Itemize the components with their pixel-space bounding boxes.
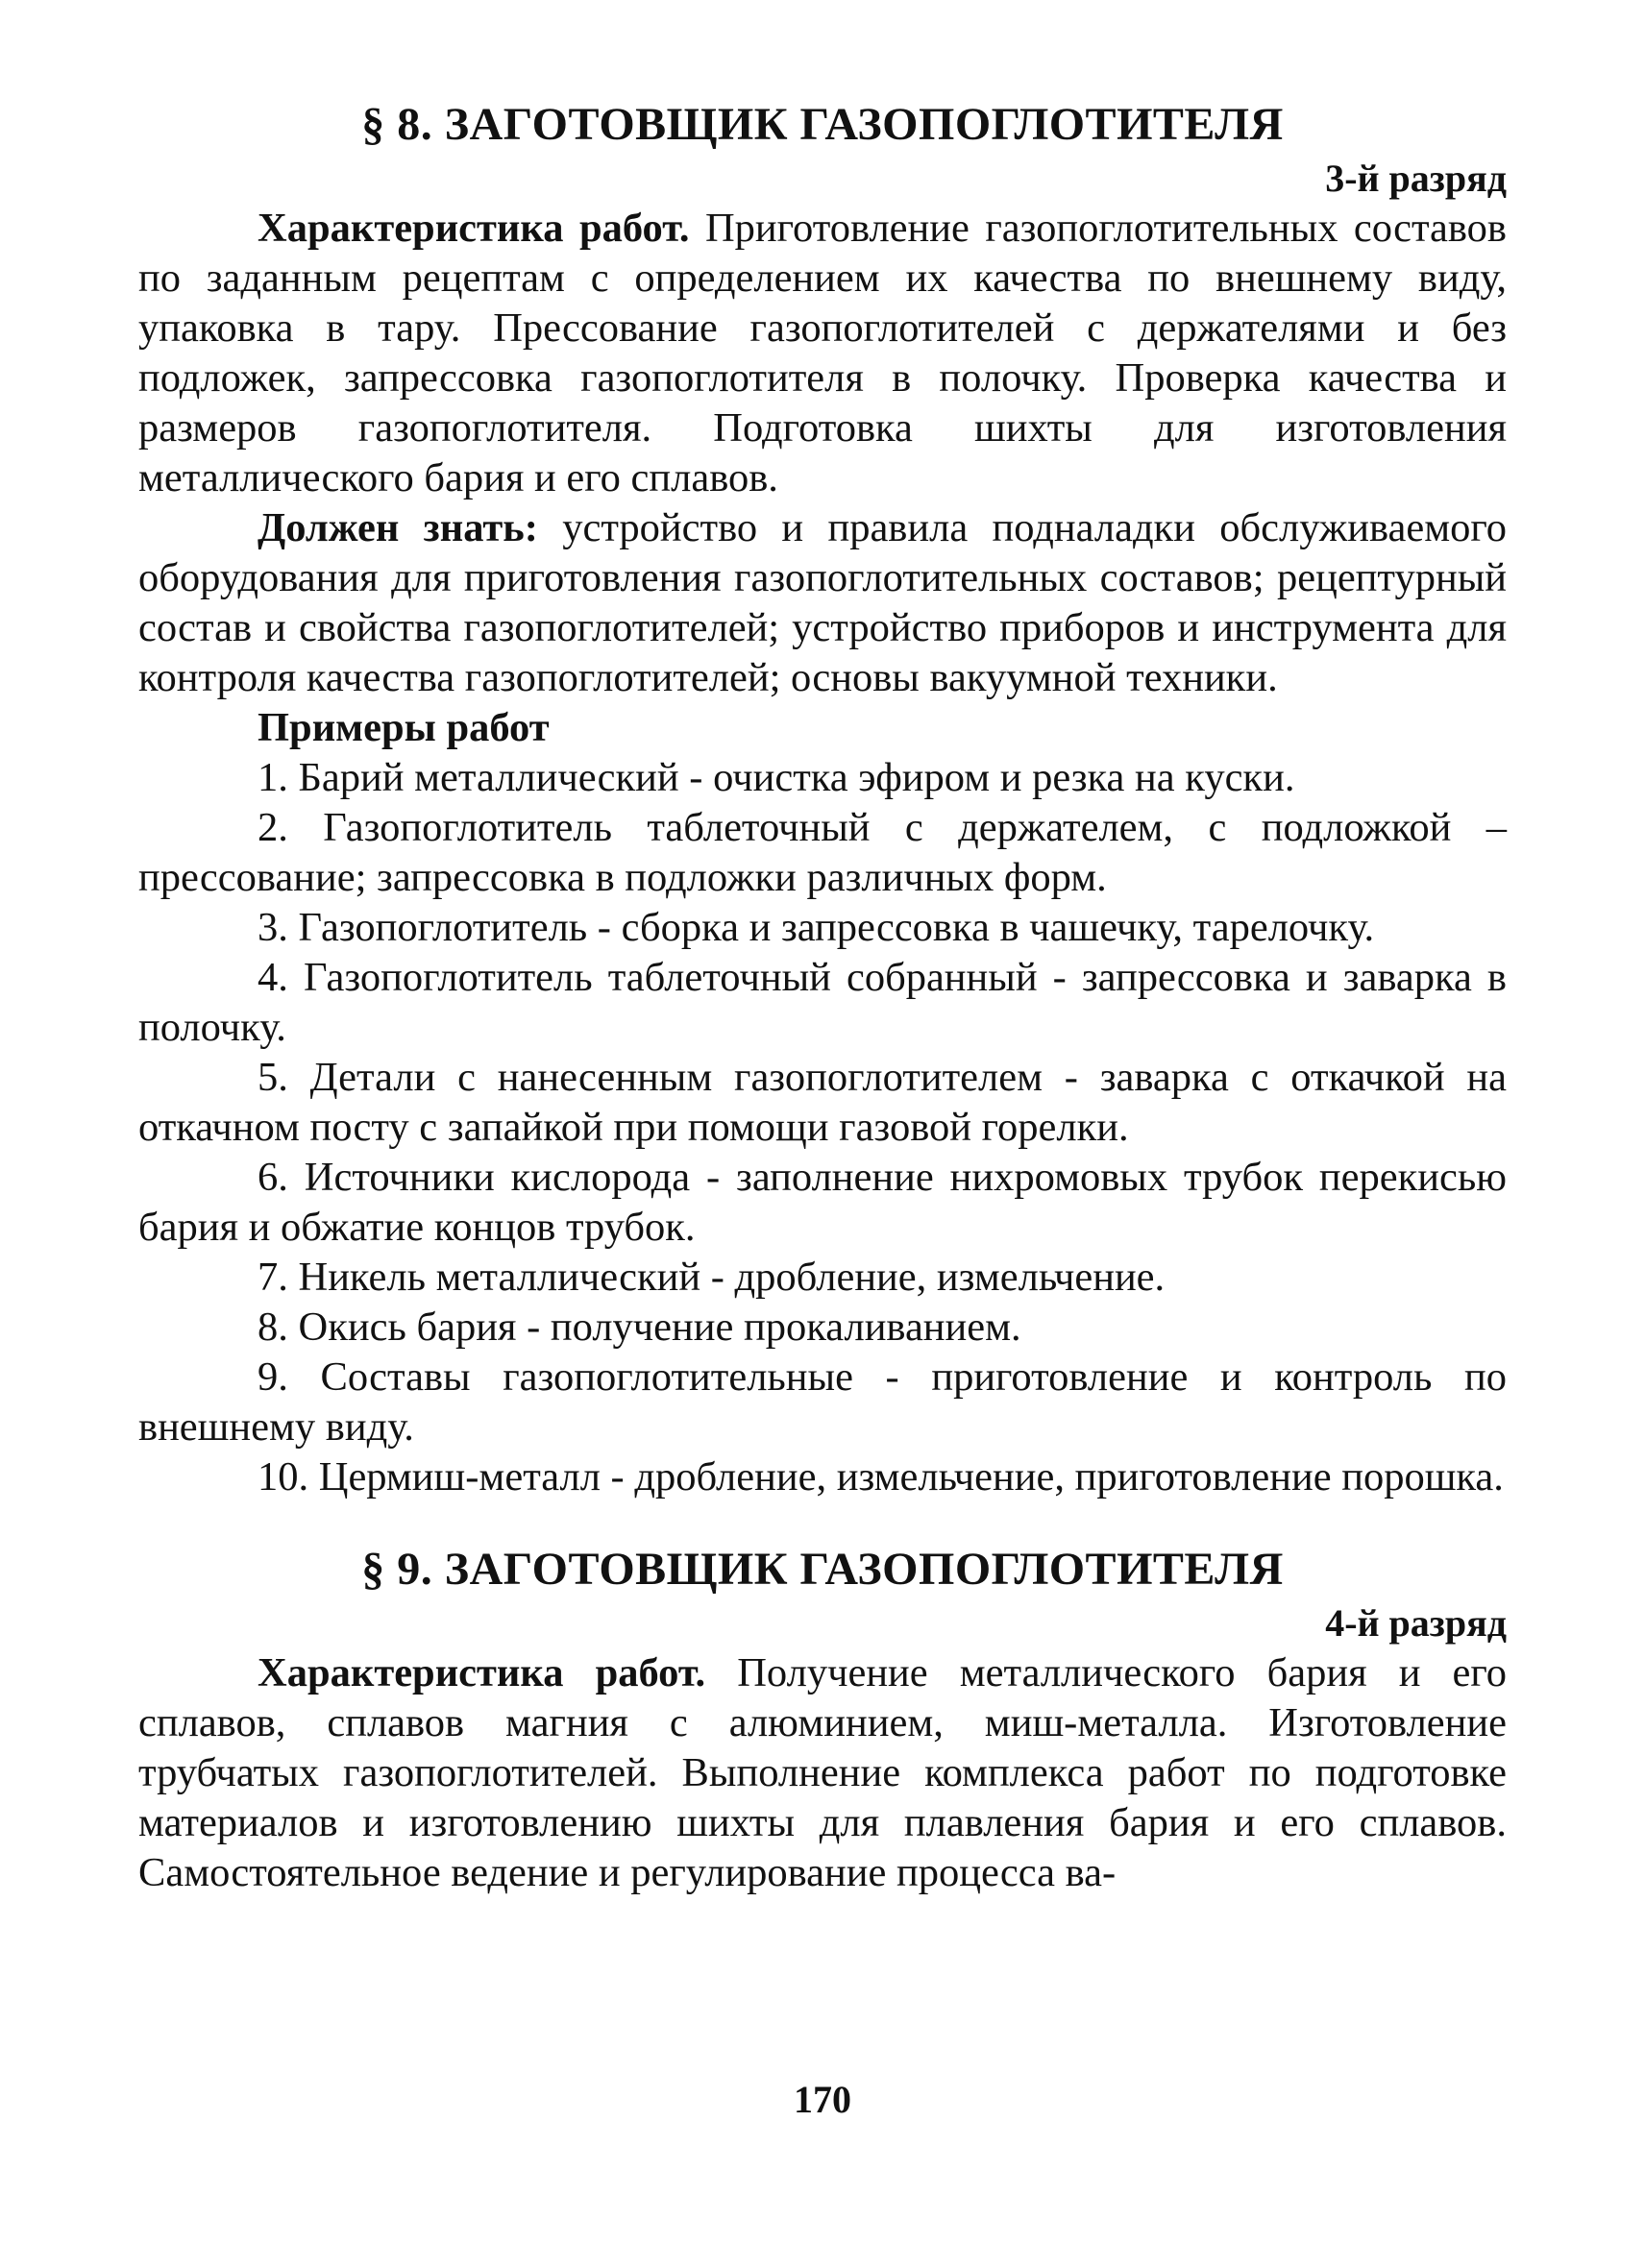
example-item: 9. Составы газопоглотительные - приготовление и контроль по внешнему виду. xyxy=(138,1354,1507,1450)
example-item: 8. Окись бария - получение прокаливанием. xyxy=(258,1305,1021,1350)
characteristic-heading: Характеристика работ. xyxy=(258,206,690,251)
section-title: § 8. ЗАГОТОВЩИК ГАЗОПОГЛОТИТЕЛЯ xyxy=(361,99,1284,150)
knowledge-paragraph xyxy=(138,503,1507,703)
example-item: 4. Газопоглотитель таблеточный собранный - запрессовка и заварка в полочку. xyxy=(138,955,1507,1050)
example-item: 10. Цермиш-металл - дробление, измельчение, приготовление порошка. xyxy=(258,1454,1504,1500)
example-item: 6. Источники кислорода - заполнение нихромовых трубок перекисью бария и обжатие концов трубок. xyxy=(138,1155,1507,1250)
section-9 xyxy=(138,1541,1507,1898)
example-item: 3. Газопоглотитель - сборка и запрессовка в чашечку, тарелочку. xyxy=(258,905,1375,950)
example-item: 1. Барий металлический - очистка эфиром и резка на куски. xyxy=(258,755,1295,800)
grade-label: 3-й разряд xyxy=(1325,157,1507,200)
example-item: 5. Детали с нанесенным газопоглотителем - заварка с откачкой на откачном посту с запайкой при помощи газовой горелки. xyxy=(138,1055,1507,1150)
characteristic-paragraph xyxy=(138,204,1507,503)
examples-list xyxy=(138,753,1507,1502)
characteristic-heading: Характеристика работ. xyxy=(258,1650,706,1695)
characteristic-text: Получение металлического бария и его сплавов, сплавов магния с алюминием, миш-металла. Изготовление трубчатых газопоглотителей. Выполнение комплекса работ по подготовке материалов и изготовлению шихты для плавления бария и его сплавов. Самостоятельное ведение и регулирование процесса ва- xyxy=(138,1650,1507,1895)
example-item: 2. Газопоглотитель таблеточный с держателем, с подложкой – прессование; запрессовка в подложки различных форм. xyxy=(138,805,1507,900)
page-number: 170 xyxy=(794,2078,851,2121)
document-page xyxy=(138,96,1507,1898)
knowledge-heading: Должен знать: xyxy=(258,505,538,550)
section-title: § 9. ЗАГОТОВЩИК ГАЗОПОГЛОТИТЕЛЯ xyxy=(361,1544,1284,1595)
characteristic-paragraph xyxy=(138,1648,1507,1898)
section-8 xyxy=(138,96,1507,1502)
grade-label: 4-й разряд xyxy=(1325,1601,1507,1645)
knowledge-text: устройство и правила подналадки обслуживаемого оборудования для приготовления газопоглотительных составов; рецептурный состав и свойства газопоглотителей; устройство приборов и инструмента для контроля качества газопоглотителей; основы вакуумной техники. xyxy=(138,505,1507,700)
example-item: 7. Никель металлический - дробление, измельчение. xyxy=(258,1255,1166,1300)
examples-heading: Примеры работ xyxy=(258,705,550,750)
characteristic-text: Приготовление газопоглотительных составов по заданным рецептам с определением их качества по внешнему виду, упаковка в тару. Прессование газопоглотителей с держателями и без подложек, запрессовка газопоглотителя в полочку. Проверка качества и размеров газопоглотителя. Подготовка шихты для изготовления металлического бария и его сплавов. xyxy=(138,206,1507,500)
